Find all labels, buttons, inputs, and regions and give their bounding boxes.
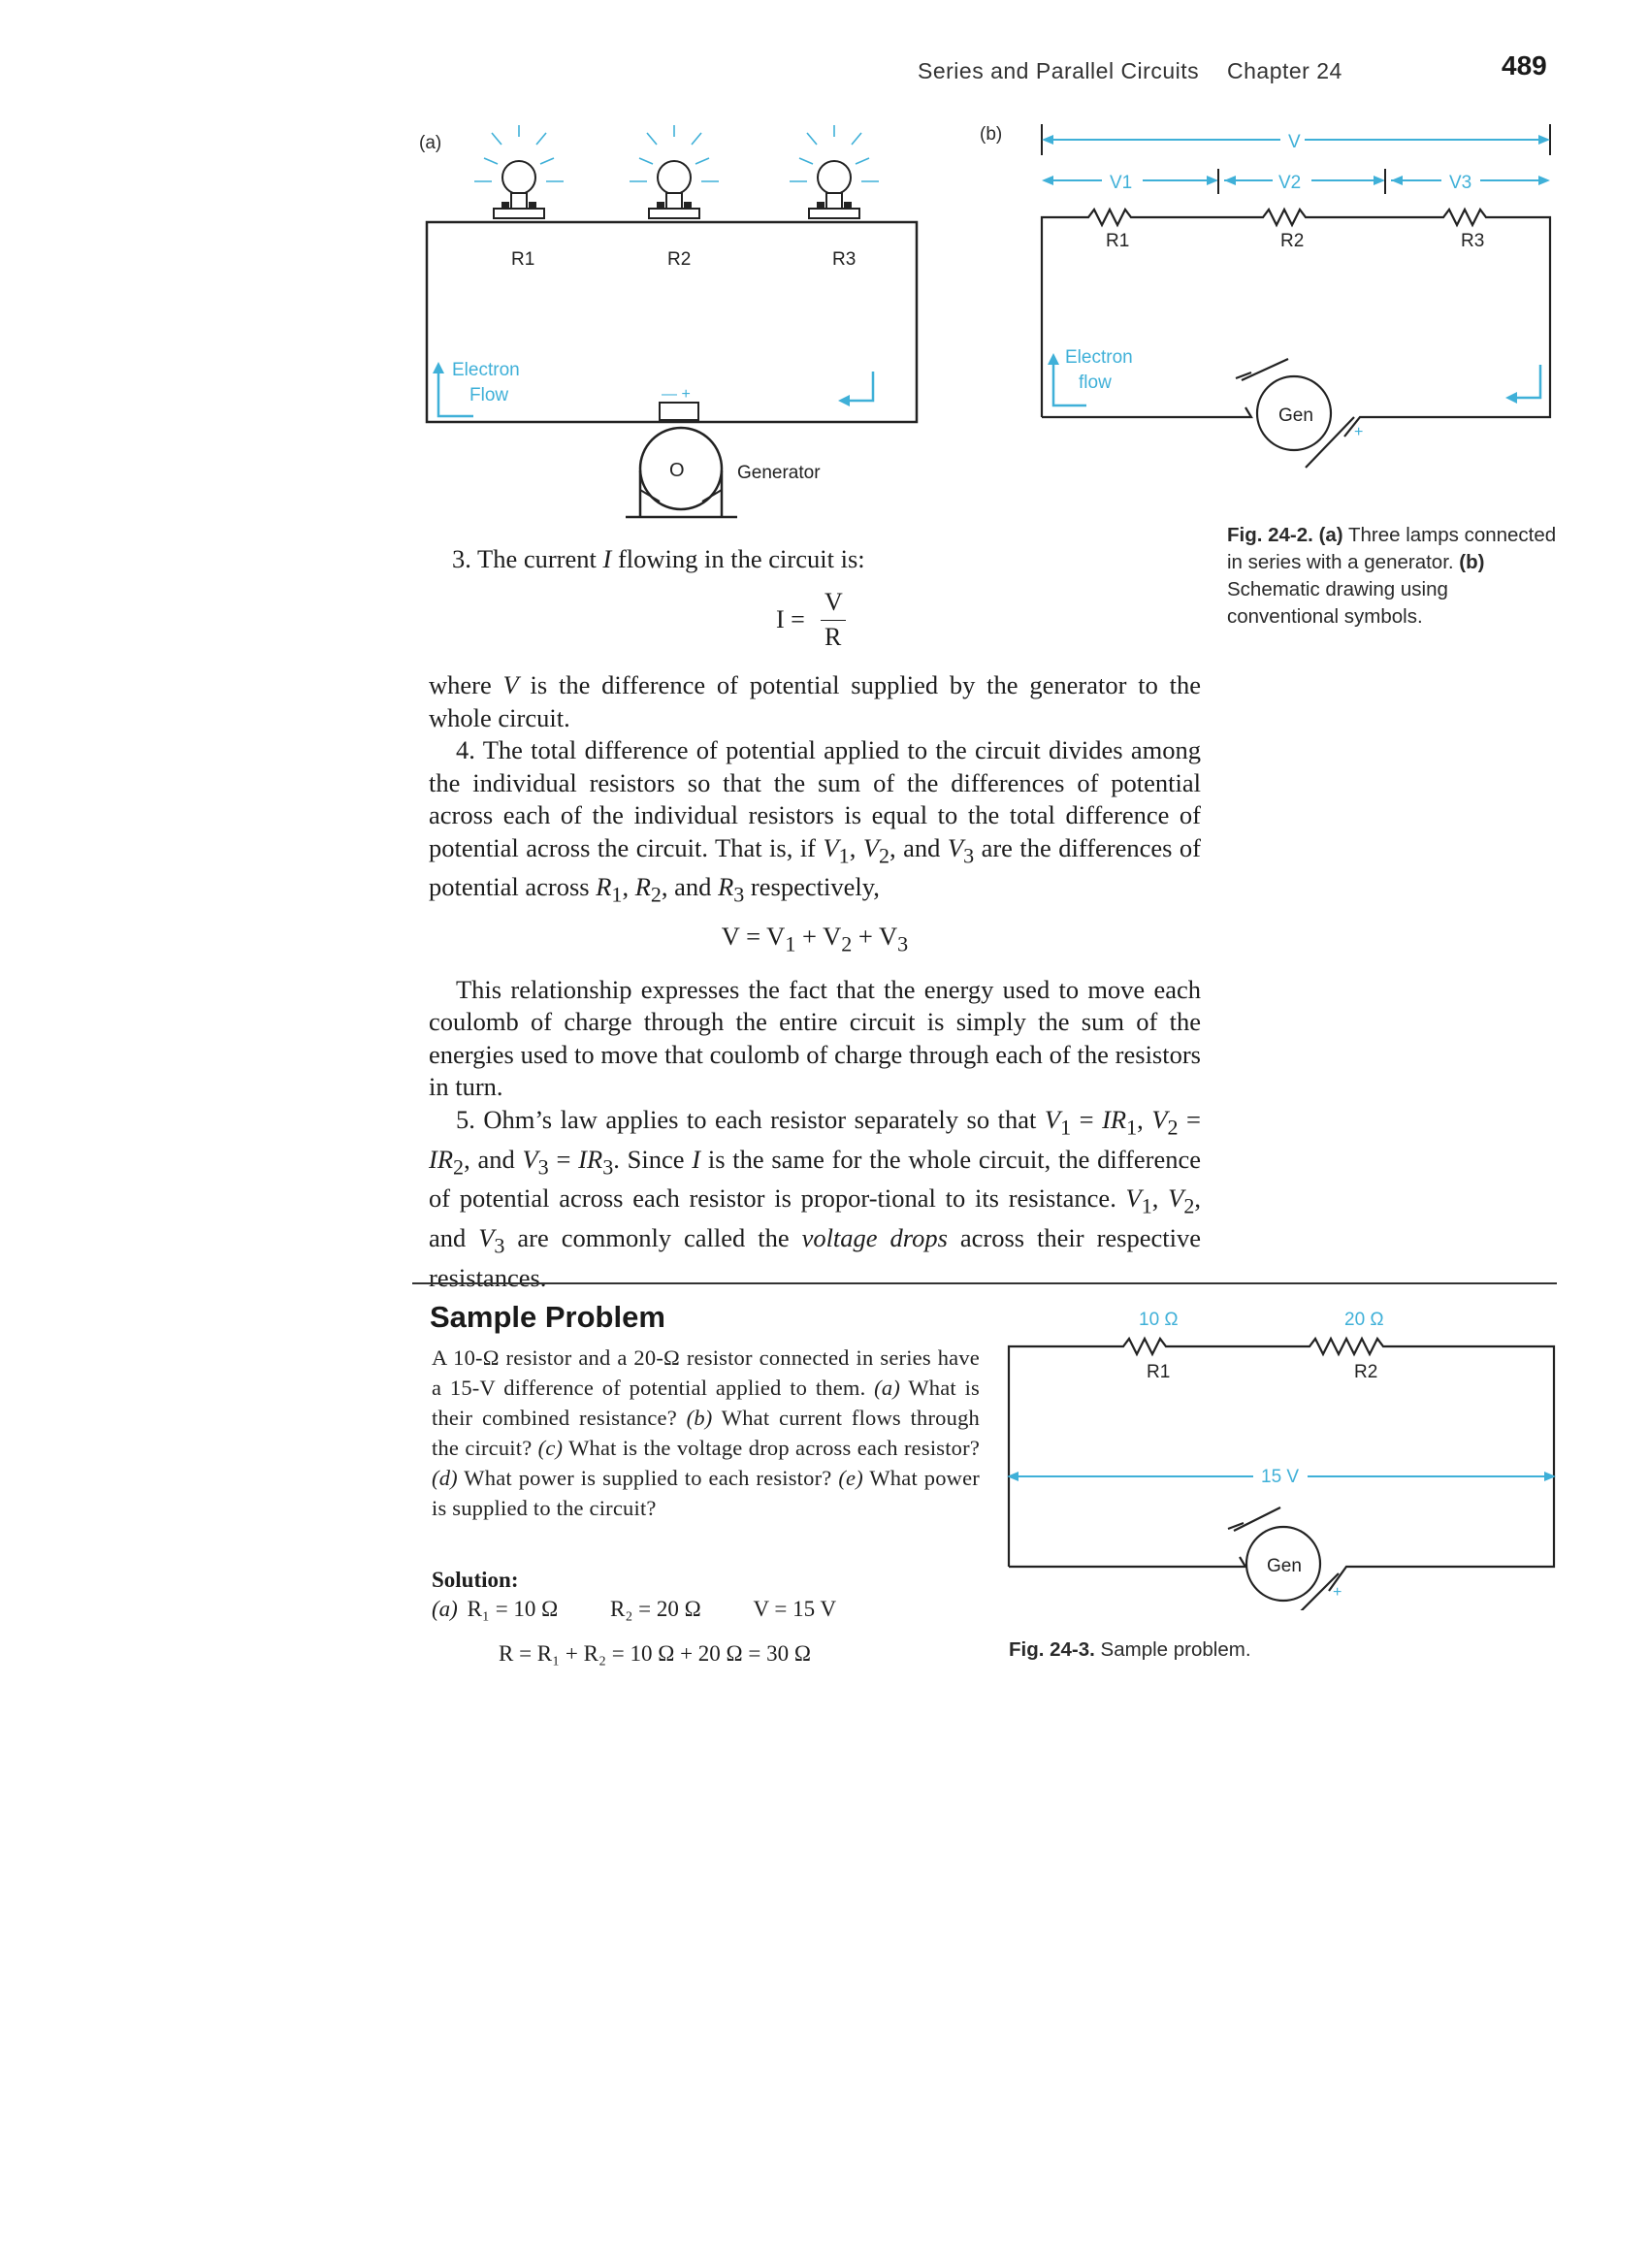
- fig-a-r3-label: R3: [832, 249, 857, 270]
- running-title: Series and Parallel Circuits: [918, 58, 1200, 83]
- fig-24-2-caption: [1227, 522, 1557, 631]
- fig3-gen-label: Gen: [1267, 1556, 1302, 1576]
- fig-b-flow-label: flow: [1079, 373, 1112, 393]
- fig-b-plus: +: [1354, 424, 1364, 440]
- fig-a-polarity: — +: [662, 386, 691, 403]
- sample-problem-title: Sample Problem: [430, 1300, 665, 1334]
- caption-b-marker: (b): [1459, 551, 1485, 573]
- formula-i-equals-v-over-r: I = V R: [776, 588, 892, 656]
- fig3-r1-value: 10 Ω: [1139, 1310, 1179, 1330]
- fig-b-v1-label: V1: [1110, 173, 1133, 193]
- lamp-icon: [630, 125, 719, 218]
- para-item-5: 5. Ohm’s law applies to each resistor separately so that $V_1 = IR_1$, $V_2 = IR_2$, and $V_3 = IR_3$. Since I is the same for the whole circuit, the difference of potential across each resistor is propor-tional to its resistance. $V_1$, $V_2$, and $V_3$ are commonly called the voltage drops across their respective resistances.: [429, 1104, 1202, 1293]
- solution-heading: Solution:: [432, 1568, 519, 1592]
- fig-b-v3-label: V3: [1449, 173, 1472, 193]
- fig-a-r2-label: R2: [667, 249, 692, 270]
- fig-b-r2-label: R2: [1280, 231, 1305, 251]
- fig-b-electron-label: Electron: [1065, 347, 1133, 368]
- fig-b-v-label: V: [1288, 132, 1301, 152]
- fig3-plus: +: [1333, 1584, 1342, 1601]
- formula-v-sum: $V = V_1 + V_2 + V_3$: [721, 922, 909, 956]
- lamp-icon: [790, 125, 879, 218]
- para-where: where V is the difference of potential supplied by the generator to the whole circuit.: [429, 670, 1201, 732]
- lamp-icon: [474, 125, 564, 218]
- fig-b-label: (b): [980, 124, 1003, 145]
- chapter-label: Chapter 24: [1227, 58, 1342, 83]
- figure-24-2a-lamp-circuit: [407, 121, 951, 529]
- fig3-r2-label: R2: [1354, 1362, 1378, 1382]
- fig-b-gen-label: Gen: [1278, 405, 1313, 426]
- figure-24-2b-schematic: [970, 116, 1571, 485]
- caption-a-text: Three lamps connected in series with a generator.: [1227, 524, 1557, 573]
- fig3-voltage-label: 15 V: [1261, 1467, 1300, 1487]
- main-body-text: [429, 669, 1201, 1295]
- caption-b-text: Schematic drawing using conventional symbols.: [1227, 578, 1448, 628]
- para-energy: This relationship expresses the fact that the energy used to move each coulomb of charge through the entire circuit is simply the sum of the energies used to move that coulomb of charge through each of the resistors in turn.: [429, 974, 1201, 1102]
- section-divider: [412, 1282, 1557, 1284]
- solution-line-total: R = R₁ + R₂ = 10 Ω + 20 Ω = 30 Ω: [499, 1641, 811, 1666]
- fig-a-r1-label: R1: [511, 249, 535, 270]
- fig-a-flow-label: Flow: [469, 385, 509, 405]
- fig3-r1-label: R1: [1147, 1362, 1171, 1382]
- generator-symbol: O: [669, 460, 685, 481]
- caption-fig-number: Fig. 24-2.: [1227, 524, 1313, 546]
- fig-24-3-caption: Fig. 24-3. Sample problem.: [1009, 1638, 1251, 1661]
- fig-b-v2-label: V2: [1278, 173, 1302, 193]
- fig3-r2-value: 20 Ω: [1344, 1310, 1384, 1330]
- generator-label: Generator: [737, 463, 821, 483]
- fig-b-r1-label: R1: [1106, 231, 1130, 251]
- fig-a-label: (a): [419, 133, 442, 153]
- para-item-4: 4. The total difference of potential applied to the circuit divides among the individual resistors so that the sum of the differences of potential across each of the individual resistors is equal to the total difference of potential across the circuit. That is, if $V_1$, $V_2$, and $V_3$ are the differences of potential across $R_1$, $R_2$, and $R_3$ respectively,: [429, 735, 1201, 907]
- caption-a-marker: (a): [1318, 524, 1343, 546]
- fig-a-electron-label: Electron: [452, 360, 520, 380]
- item-3-text: 3. The current I flowing in the circuit is:: [452, 544, 865, 573]
- solution-line-a: (a) R₁ = 10 Ω R₂ = 20 Ω V = 15 V: [432, 1597, 837, 1621]
- sample-problem-body: A 10-Ω resistor and a 20-Ω resistor connected in series have a 15-V difference of potential applied to them. (a) What is their combined resistance? (b) What current flows through the circuit? (c) What is the voltage drop across each resistor? (d) What power is supplied to each resistor? (e) What power is supplied to the circuit?: [432, 1345, 981, 1520]
- fig-b-r3-label: R3: [1461, 231, 1485, 251]
- page-number: 489: [1502, 50, 1547, 81]
- figure-24-3-circuit: [999, 1300, 1571, 1610]
